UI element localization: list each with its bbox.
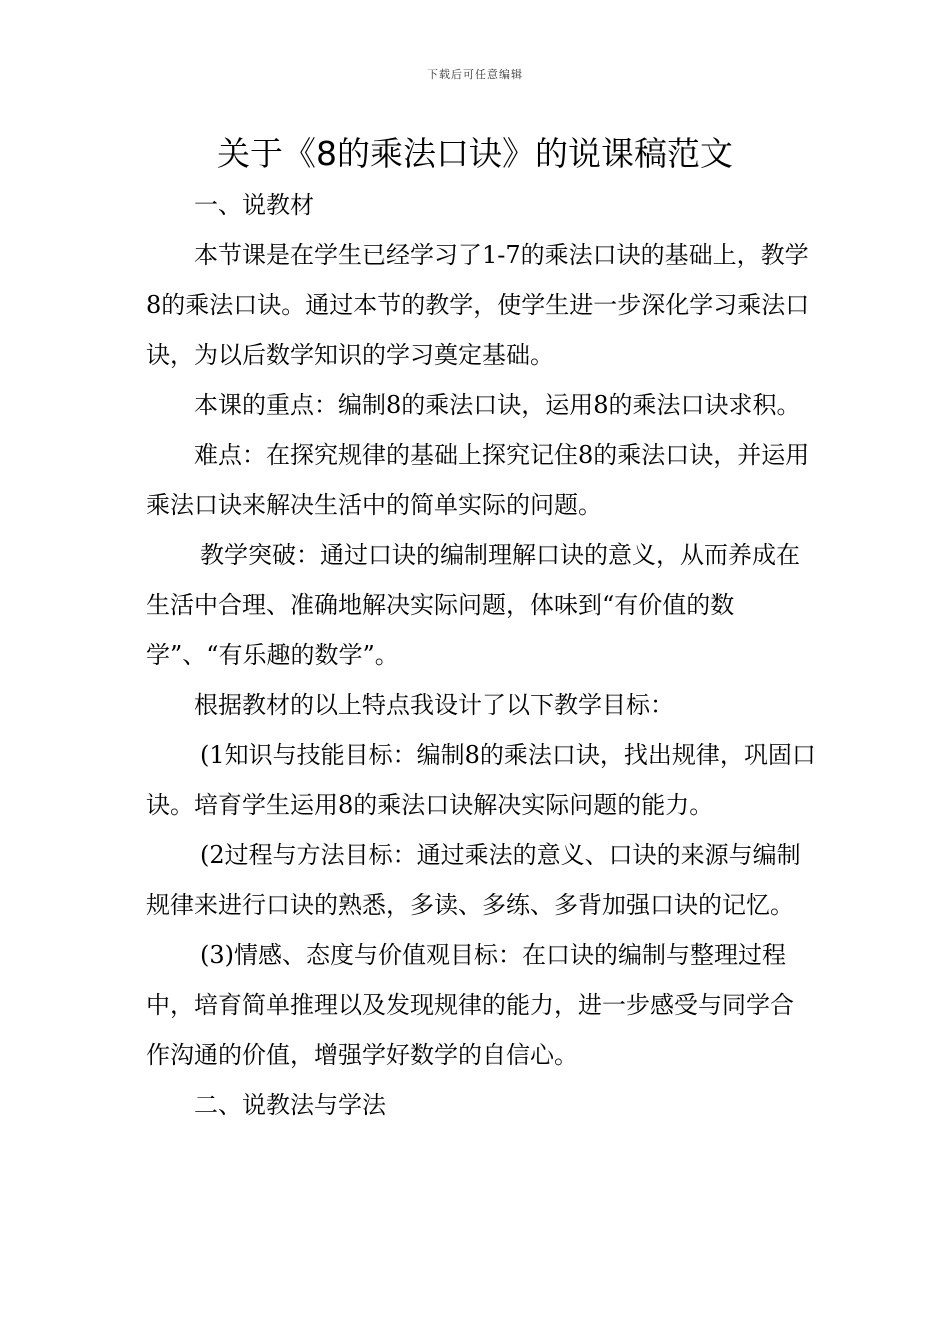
header-note: 下载后可任意编辑 [427,68,523,81]
paragraph-difficulties: 难点：在探究规律的基础上探究记住8的乘法口诀，并运用乘法口诀来解决生活中的简单实际的问题。 [146,441,810,519]
document-body [146,180,816,1130]
paragraph-goal-1: (1知识与技能目标：编制8的乘法口诀，找出规律，巩固口诀。培育学生运用8的乘法口诀解决实际问题的能力。 [146,741,816,819]
paragraph-goal-2: (2过程与方法目标：通过乘法的意义、口诀的来源与编制规律来进行口诀的熟悉，多读、多练、多背加强口诀的记忆。 [146,841,801,919]
paragraph-goal-3: (3)情感、态度与价值观目标：在口诀的编制与整理过程中，培育简单推理以及发现规律的能力，进一步感受与同学合作沟通的价值，增强学好数学的自信心。 [146,941,794,1069]
document-title: 关于《8的乘法口诀》的说课稿范文 [217,134,733,173]
paragraph-key-points: 本课的重点：编制8的乘法口诀，运用8的乘法口诀求积。 [194,391,801,419]
paragraph-goals-intro: 根据教材的以上特点我设计了以下教学目标： [194,691,674,719]
paragraph-intro: 本节课是在学生已经学习了1-7的乘法口诀的基础上，教学8的乘法口诀。通过本节的教学，使学生进一步深化学习乘法口诀，为以后数学知识的学习奠定基础。 [146,241,810,369]
section-heading-2: 二、说教法与学法 [194,1091,386,1119]
section-heading-1: 一、说教材 [194,191,314,219]
paragraph-breakthrough: 教学突破：通过口诀的编制理解口诀的意义，从而养成在生活中合理、准确地解决实际问题，体味到“有价值的数学”、“有乐趣的数学”。 [146,541,800,669]
